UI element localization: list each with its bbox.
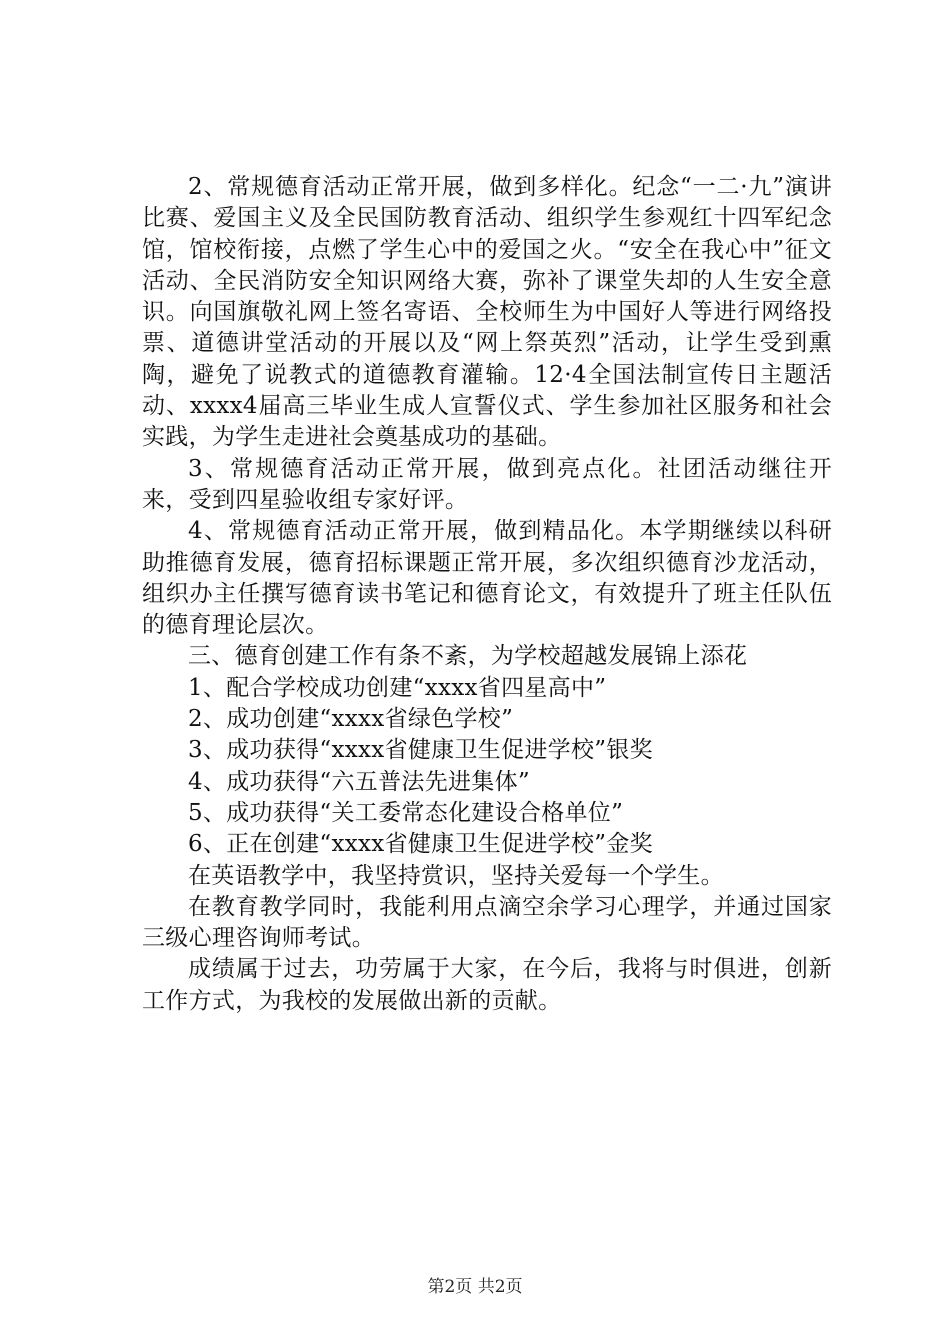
- page-number-footer: 第2页 共2页: [427, 1277, 523, 1297]
- list-item-achievement-3: 3、成功获得“xxxx省健康卫生促进学校”银奖: [188, 737, 653, 764]
- list-item-achievement-1: 1、配合学校成功创建“xxxx省四星高中”: [188, 674, 607, 701]
- list-item-achievement-4: 4、成功获得“六五普法先进集体”: [188, 768, 530, 795]
- list-item-achievement-6: 6、正在创建“xxxx省健康卫生促进学校”金奖: [188, 831, 653, 858]
- paragraph-moral-education-diversified: 2、常规德育活动正常开展，做到多样化。纪念“一二·九”演讲比赛、爱国主义及全民国防教育活动、组织学生参观红十四军纪念馆，馆校衔接，点燃了学生心中的爱国之火。“安全在我心中”征文活动、全民消防安全知识网络大赛，弥补了课堂失却的人生安全意识。向国旗敬礼网上签名寄语、全校师生为中国好人等进行网络投票、道德讲堂活动的开展以及“网上祭英烈”活动，让学生受到熏陶，避免了说教式的道德教育灌输。12·4全国法制宣传日主题活动、xxxx4届高三毕业生成人宣誓仪式、学生参加社区服务和社会实践，为学生走进社会奠基成功的基础。: [142, 174, 832, 451]
- paragraph-moral-education-highlights: 3、常规德育活动正常开展，做到亮点化。社团活动继往开来，受到四星验收组专家好评。: [142, 455, 832, 513]
- paragraph-psychology-study: 在教育教学同时，我能利用点滴空余学习心理学，并通过国家三级心理咨询师考试。: [142, 893, 832, 952]
- paragraph-moral-education-quality: 4、常规德育活动正常开展，做到精品化。本学期继续以科研助推德育发展，德育招标课题正常开展，多次组织德育沙龙活动，组织办主任撰写德育读书笔记和德育论文，有效提升了班主任队伍的德育理论层次。: [142, 518, 832, 639]
- paragraph-english-teaching: 在英语教学中，我坚持赏识，坚持关爱每一个学生。: [188, 862, 724, 889]
- paragraph-conclusion: 成绩属于过去，功劳属于大家，在今后，我将与时俱进，创新工作方式，为我校的发展做出新的贡献。: [142, 956, 832, 1014]
- section-heading-moral-creation: 三、德育创建工作有条不紊，为学校超越发展锦上添花: [188, 643, 748, 670]
- document-body: [142, 172, 832, 1017]
- list-item-achievement-5: 5、成功获得“关工委常态化建设合格单位”: [188, 799, 624, 826]
- list-item-achievement-2: 2、成功创建“xxxx省绿色学校”: [188, 706, 514, 733]
